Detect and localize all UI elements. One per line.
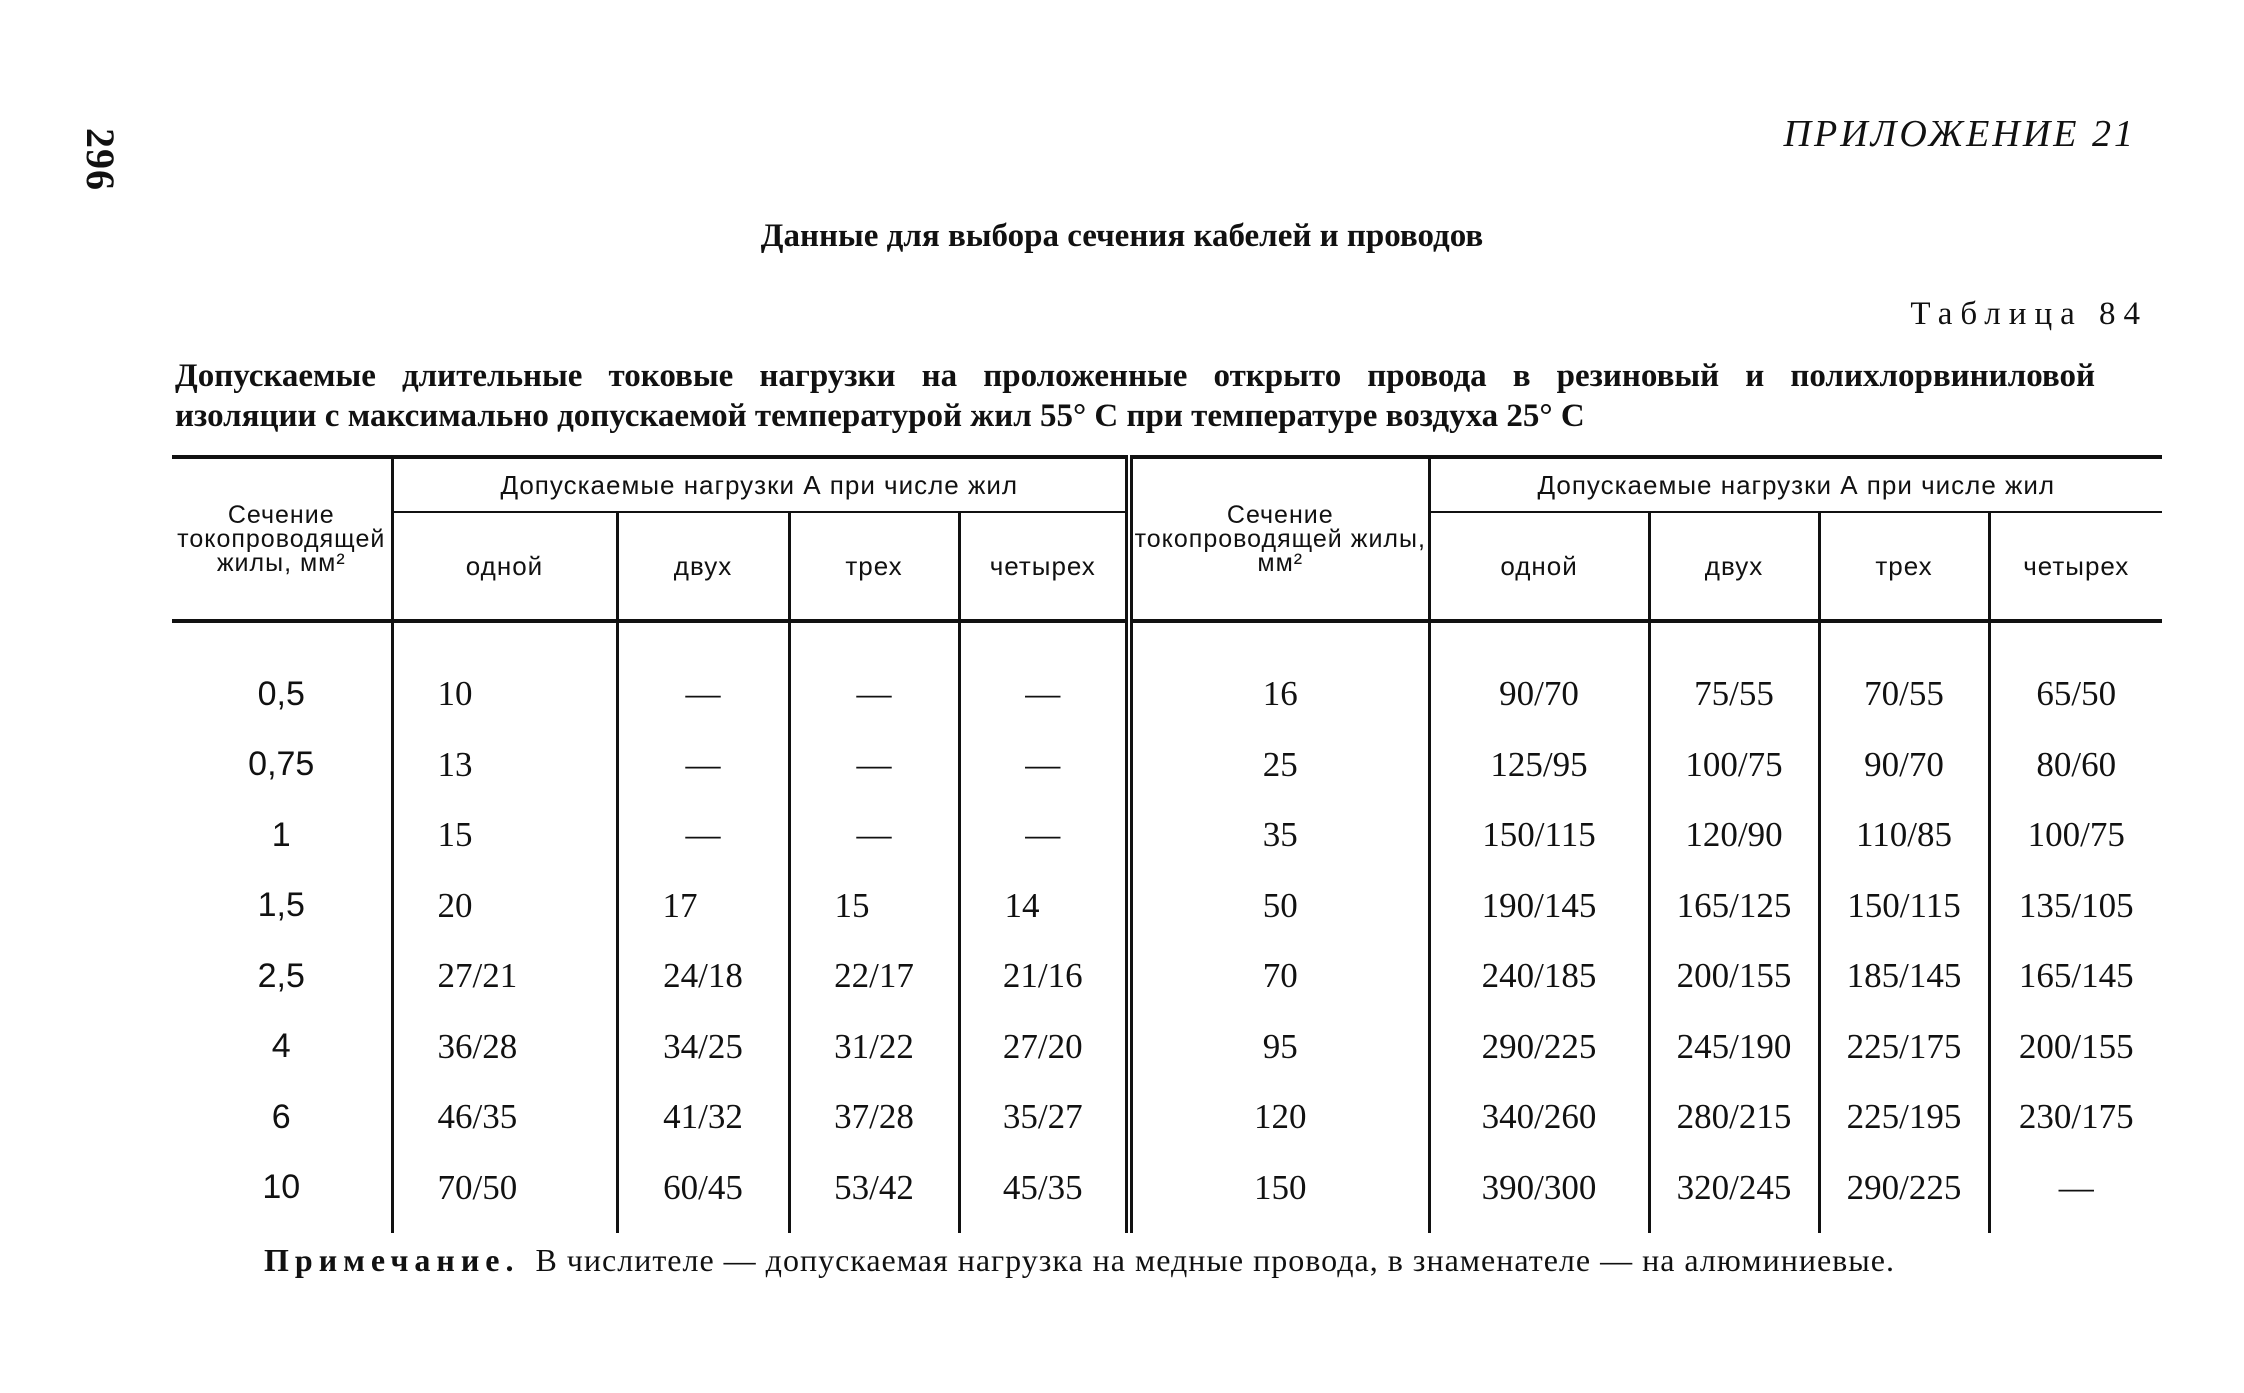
header-load-group-left: Допускаемые нагрузки А при числе жил xyxy=(392,457,1129,512)
cell-three-cores: 185/145 xyxy=(1819,941,1989,1012)
table-number: Таблица 84 xyxy=(1910,296,2148,332)
cell-four-cores: 230/175 xyxy=(1989,1082,2162,1153)
cell-section-right: 95 xyxy=(1129,1012,1429,1083)
cell-section-right: 150 xyxy=(1129,1153,1429,1234)
cell-four-cores: 21/16 xyxy=(959,941,1129,1012)
cell-three-cores: 290/225 xyxy=(1819,1153,1989,1234)
cell-three-cores: 225/175 xyxy=(1819,1012,1989,1083)
cell-section-right: 50 xyxy=(1129,871,1429,942)
caption-line-2: изоляции с максимально допускаемой температурой жил 55° С при температуре воздуха 25° С xyxy=(175,398,1585,434)
cell-three-cores: 225/195 xyxy=(1819,1082,1989,1153)
header-cores-four: четырех xyxy=(959,512,1129,621)
cell-one-core: 15 xyxy=(392,800,617,871)
cell-one-core: 340/260 xyxy=(1429,1082,1649,1153)
header-cores-two: двух xyxy=(617,512,789,621)
cell-four-cores: — xyxy=(1989,1153,2162,1234)
cell-three-cores: 110/85 xyxy=(1819,800,1989,871)
cell-section-left: 2,5 xyxy=(257,956,305,995)
cell-three-cores: — xyxy=(789,730,959,801)
cell-section-right: 25 xyxy=(1129,730,1429,801)
note-lead: Примечание. xyxy=(264,1242,520,1278)
cell-four-cores: — xyxy=(959,800,1129,871)
table-row xyxy=(172,730,2162,801)
cell-three-cores: 70/55 xyxy=(1819,621,1989,730)
cell-one-core: 27/21 xyxy=(392,941,617,1012)
cell-two-cores: 24/18 xyxy=(617,941,789,1012)
cell-four-cores: 165/145 xyxy=(1989,941,2162,1012)
cell-one-core: 190/145 xyxy=(1429,871,1649,942)
cell-two-cores: 60/45 xyxy=(617,1153,789,1234)
cell-section-left: 1 xyxy=(271,815,291,854)
cell-four-cores: 80/60 xyxy=(1989,730,2162,801)
cell-three-cores: 53/42 xyxy=(789,1153,959,1234)
cell-two-cores: 120/90 xyxy=(1649,800,1819,871)
cell-two-cores: 245/190 xyxy=(1649,1012,1819,1083)
cell-section-left: 0,75 xyxy=(248,745,315,784)
cell-four-cores: 135/105 xyxy=(1989,871,2162,942)
table-row xyxy=(172,1153,2162,1234)
table-row xyxy=(172,800,2162,871)
cell-four-cores: 14 xyxy=(959,871,1129,942)
cell-three-cores: 22/17 xyxy=(789,941,959,1012)
cell-three-cores: 90/70 xyxy=(1819,730,1989,801)
header-cores-three: трех xyxy=(1819,512,1989,621)
cell-four-cores: 65/50 xyxy=(1989,621,2162,730)
page-number: 296 xyxy=(78,128,123,191)
cell-two-cores: 75/55 xyxy=(1649,621,1819,730)
cell-two-cores: 34/25 xyxy=(617,1012,789,1083)
cell-section-right: 16 xyxy=(1129,621,1429,730)
table-row xyxy=(172,871,2162,942)
header-load-group-right: Допускаемые нагрузки А при числе жил xyxy=(1429,457,2162,512)
header-cores-two: двух xyxy=(1649,512,1819,621)
header-cores-one: одной xyxy=(392,512,617,621)
cell-three-cores: 31/22 xyxy=(789,1012,959,1083)
cell-one-core: 20 xyxy=(392,871,617,942)
cell-one-core: 70/50 xyxy=(392,1153,617,1234)
header-cores-three: трех xyxy=(789,512,959,621)
cell-three-cores: — xyxy=(789,621,959,730)
cell-three-cores: 150/115 xyxy=(1819,871,1989,942)
cell-section-right: 35 xyxy=(1129,800,1429,871)
cell-four-cores: — xyxy=(959,730,1129,801)
cell-one-core: 150/115 xyxy=(1429,800,1649,871)
header-section-right: Сечение токопроводящей жилы, мм² xyxy=(1129,457,1429,621)
cell-two-cores: 165/125 xyxy=(1649,871,1819,942)
cell-three-cores: — xyxy=(789,800,959,871)
table-note xyxy=(264,1242,1895,1279)
table-row xyxy=(172,941,2162,1012)
cell-one-core: 390/300 xyxy=(1429,1153,1649,1234)
table-caption xyxy=(175,356,2095,436)
cell-two-cores: — xyxy=(617,730,789,801)
cell-four-cores: 27/20 xyxy=(959,1012,1129,1083)
cell-one-core: 10 xyxy=(392,621,617,730)
cell-four-cores: 100/75 xyxy=(1989,800,2162,871)
cell-section-left: 1,5 xyxy=(257,886,305,925)
header-cores-four: четырех xyxy=(1989,512,2162,621)
cell-four-cores: 35/27 xyxy=(959,1082,1129,1153)
table-row xyxy=(172,1012,2162,1083)
cell-one-core: 36/28 xyxy=(392,1012,617,1083)
cell-section-left: 4 xyxy=(271,1027,291,1066)
cell-one-core: 125/95 xyxy=(1429,730,1649,801)
cell-two-cores: 41/32 xyxy=(617,1082,789,1153)
cell-one-core: 13 xyxy=(392,730,617,801)
cell-one-core: 90/70 xyxy=(1429,621,1649,730)
cell-one-core: 240/185 xyxy=(1429,941,1649,1012)
cell-section-left: 10 xyxy=(262,1168,301,1207)
cell-four-cores: 45/35 xyxy=(959,1153,1129,1234)
note-text: В числителе — допускаемая нагрузка на медные провода, в знаменателе — на алюминиевые. xyxy=(535,1242,1895,1278)
cell-three-cores: 37/28 xyxy=(789,1082,959,1153)
table-row xyxy=(172,621,2162,730)
header-cores-one: одной xyxy=(1429,512,1649,621)
cell-four-cores: — xyxy=(959,621,1129,730)
cell-four-cores: 200/155 xyxy=(1989,1012,2162,1083)
load-table xyxy=(172,455,2162,1233)
cell-two-cores: — xyxy=(617,621,789,730)
caption-line-1: Допускаемые длительные токовые нагрузки на проложенные открыто провода в резиновый и полихлорвиниловой xyxy=(175,358,2095,394)
cell-section-right: 120 xyxy=(1129,1082,1429,1153)
header-section-left: Сечение токопроводящей жилы, мм² xyxy=(172,457,392,621)
cell-two-cores: 200/155 xyxy=(1649,941,1819,1012)
cell-two-cores: 280/215 xyxy=(1649,1082,1819,1153)
cell-section-left: 6 xyxy=(271,1097,291,1136)
cell-section-left: 0,5 xyxy=(257,674,305,713)
cell-two-cores: — xyxy=(617,800,789,871)
cell-one-core: 290/225 xyxy=(1429,1012,1649,1083)
cell-one-core: 46/35 xyxy=(392,1082,617,1153)
cell-two-cores: 100/75 xyxy=(1649,730,1819,801)
cell-three-cores: 15 xyxy=(789,871,959,942)
cell-section-right: 70 xyxy=(1129,941,1429,1012)
section-title: Данные для выбора сечения кабелей и проводов xyxy=(760,218,1484,254)
cell-two-cores: 17 xyxy=(617,871,789,942)
cell-two-cores: 320/245 xyxy=(1649,1153,1819,1234)
table-row xyxy=(172,1082,2162,1153)
appendix-label: ПРИЛОЖЕНИЕ 21 xyxy=(1783,113,2136,155)
